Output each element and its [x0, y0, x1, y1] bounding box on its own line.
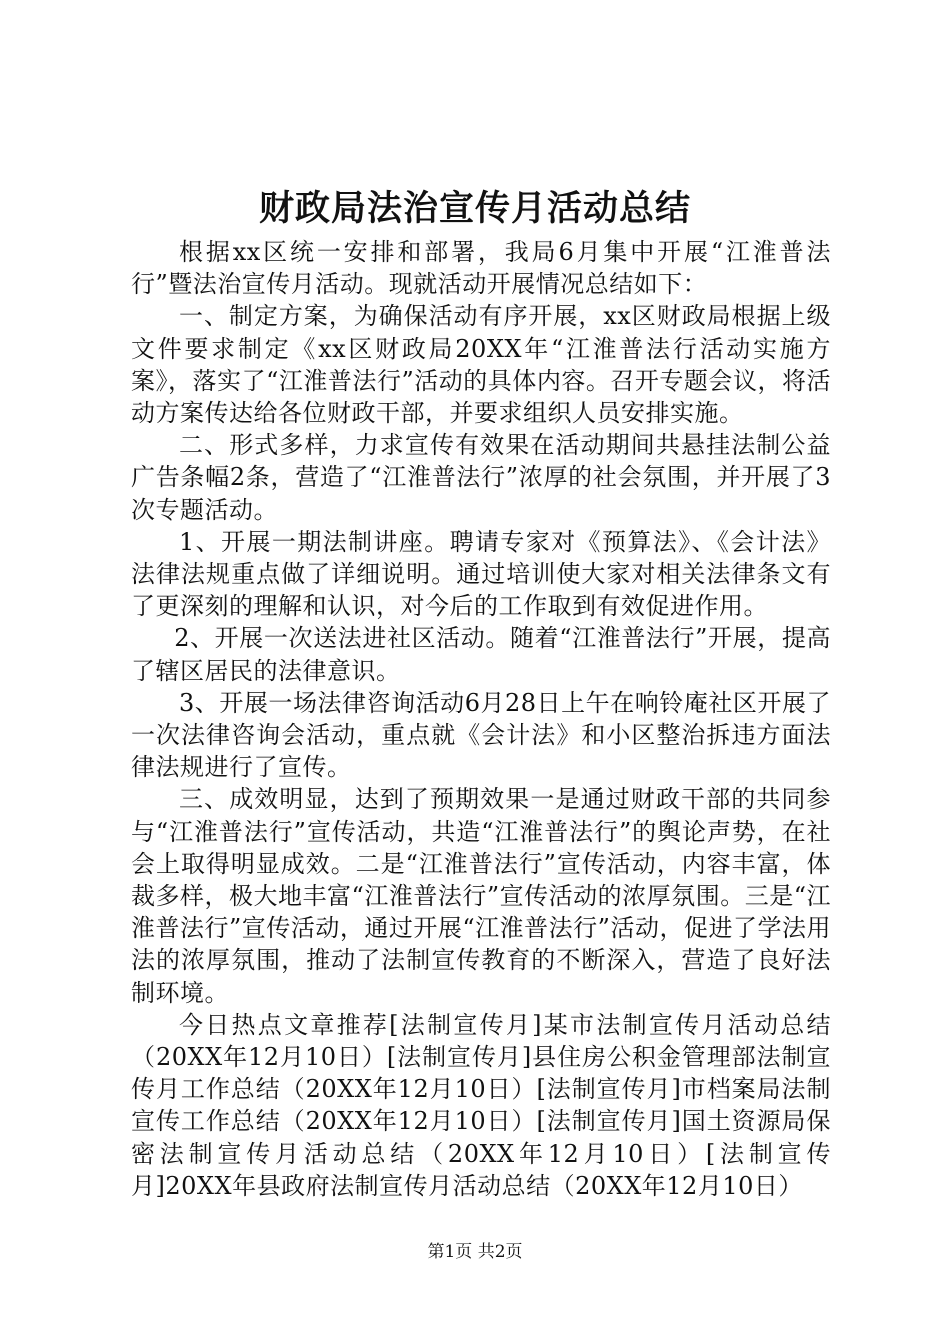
- paragraph-item-1: 1、开展一期法制讲座。聘请专家对《预算法》、《会计法》法律法规重点做了详细说明。通过培训使大家对相关法律条文有了更深刻的理解和认识，对今后的工作取到有效促进作用。: [131, 527, 831, 621]
- paragraph-intro: 根据xx区统一安排和部署，我局6月集中开展“江淮普法行”暨法治宣传月活动。现就活动开展情况总结如下：: [131, 238, 831, 299]
- paragraph-section-2: 二、形式多样，力求宣传有效果在活动期间共悬挂法制公益广告条幅2条，营造了“江淮普法行”浓厚的社会氛围，并开展了3次专题活动。: [131, 431, 831, 524]
- paragraph-item-3: 3、开展一场法律咨询活动6月28日上午在响铃庵社区开展了一次法律咨询会活动，重点就《会计法》和小区整治拆违方面法律法规进行了宣传。: [131, 688, 831, 782]
- paragraph-item-2: 2、开展一次送法进社区活动。随着“江淮普法行”开展，提高了辖区居民的法律意识。: [131, 624, 831, 685]
- paragraph-section-3: 三、成效明显，达到了预期效果一是通过财政干部的共同参与“江淮普法行”宣传活动，共造“江淮普法行”的舆论声势，在社会上取得明显成效。二是“江淮普法行”宣传活动，内容丰富，体裁多样，极大地丰富“江淮普法行”宣传活动的浓厚氛围。三是“江淮普法行”宣传活动，通过开展“江淮普法行”活动，促进了学法用法的浓厚氛围，推动了法制宣传教育的不断深入，营造了良好法制环境。: [131, 785, 831, 1007]
- page-footer: 第1页 共2页: [427, 1242, 523, 1262]
- document-title: 财政局法治宣传月活动总结: [258, 188, 691, 229]
- document-body: [131, 236, 831, 1202]
- paragraph-recommendations: 今日热点文章推荐[法制宣传月]某市法制宣传月活动总结（20XX年12月10日）[法制宣传月]县住房公积金管理部法制宣传月工作总结（20XX年12月10日）[法制宣传月]市档案局法制宣传工作总结（20XX年12月10日）[法制宣传月]国土资源局保密法制宣传月活动总结（20XX年12月10日）[法制宣传月]20XX年县政府法制宣传月活动总结（20XX年12月10日）: [131, 1010, 831, 1200]
- paragraph-section-1: 一、制定方案，为确保活动有序开展，xx区财政局根据上级文件要求制定《xx区财政局20XX年“江淮普法行活动实施方案》，落实了“江淮普法行”活动的具体内容。召开专题会议，将活动方案传达给各位财政干部，并要求组织人员安排实施。: [131, 302, 831, 428]
